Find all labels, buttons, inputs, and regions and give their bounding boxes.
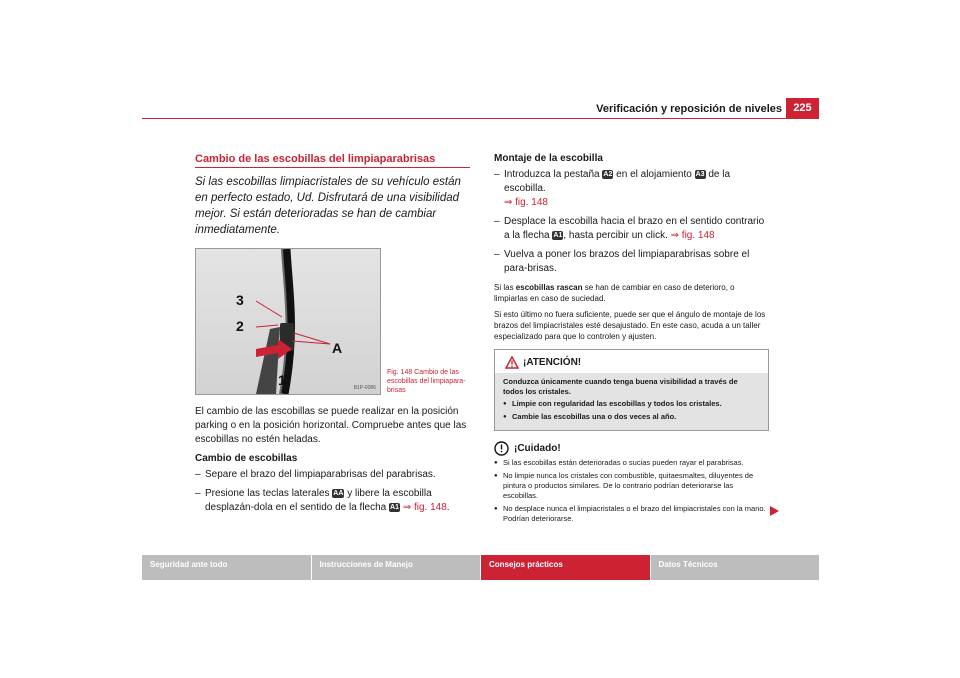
warning-item: ● Limpie con regularidad las escobillas y todos los cristales. bbox=[503, 399, 760, 409]
steps-montaje bbox=[494, 168, 769, 276]
figure-caption: Fig. 148 Cambio de las escobillas del limpiapara-brisas bbox=[386, 369, 466, 394]
caution-item: ● No desplace nunca el limpiacristales o el brazo del limpiacristales con la mano. Podrían deteriorarse. bbox=[494, 504, 769, 524]
badge-a1: A1 bbox=[553, 232, 563, 239]
step-text: Introduzca la pestaña bbox=[504, 169, 603, 180]
step-text: y libere la escobilla desplazán-dola en el sentido de la flecha bbox=[205, 488, 432, 513]
step-text: Desplace la escobilla hacia el brazo en el sentido contrario a la flecha bbox=[504, 216, 765, 241]
warning-body bbox=[495, 373, 768, 430]
step-montaje-1 bbox=[494, 168, 769, 210]
caution-header bbox=[494, 441, 769, 456]
running-header-title: Verificación y reposición de niveles bbox=[596, 103, 782, 115]
warning-triangle-icon bbox=[505, 356, 519, 369]
header-rule bbox=[142, 118, 819, 119]
caution-item: ● Si las escobillas están deterioradas o sucias pueden rayar el parabrisas. bbox=[494, 458, 769, 468]
note-text: se han de cambiar en caso de deterioro, o limpiarlas en caso de suciedad. bbox=[494, 283, 735, 303]
footer-nav bbox=[142, 555, 819, 580]
wiper-arm bbox=[256, 327, 280, 394]
figure-block bbox=[195, 248, 470, 395]
wiper-illustration bbox=[196, 249, 381, 394]
step-text: Vuelva a poner los brazos del limpiaparabrisas sobre el para-brisas. bbox=[504, 249, 750, 274]
step-text: de la escobilla. bbox=[504, 169, 731, 194]
caution-exclamation-icon bbox=[494, 441, 509, 456]
figure-label-2: 2 bbox=[236, 318, 244, 334]
warning-header bbox=[495, 350, 768, 373]
figure-label-a: A bbox=[332, 340, 343, 356]
step-cambio-2 bbox=[195, 487, 470, 515]
subheading-montaje: Montaje de la escobilla bbox=[494, 153, 603, 164]
badge-a3: A3 bbox=[695, 171, 705, 178]
badge-a1: A1 bbox=[390, 504, 399, 511]
footer-tab-datos[interactable]: Datos Técnicos bbox=[651, 555, 820, 580]
section-title: Cambio de las escobillas del limpiaparabrisas bbox=[195, 153, 470, 168]
note-bold: escobillas rascan bbox=[515, 283, 583, 292]
footer-tab-consejos[interactable]: Consejos prácticos bbox=[481, 555, 650, 580]
figure-reference-link[interactable]: ⇒ fig. 148 bbox=[504, 197, 548, 208]
left-column bbox=[195, 153, 470, 521]
footer-tab-instrucciones[interactable]: Instrucciones de Manejo bbox=[312, 555, 481, 580]
warning-list bbox=[503, 399, 760, 422]
step-text: en el alojamiento bbox=[613, 169, 695, 180]
left-paragraph: El cambio de las escobillas se puede realizar en la posición parking o en la posición horizontal. Compruebe antes que las escobillas no estén heladas. bbox=[195, 406, 467, 445]
warning-box bbox=[494, 349, 769, 431]
page-number: 225 bbox=[786, 98, 819, 118]
caution-item: ● No limpie nunca los cristales con combustible, quitaesmaltes, diluyentes de pintura o productos similares. De lo contrario podrían deteriorarse las escobillas. bbox=[494, 471, 769, 501]
step-text: Separe el brazo del limpiaparabrisas del parabrisas. bbox=[205, 469, 436, 480]
warning-title: ¡ATENCIÓN! bbox=[523, 357, 582, 368]
step-montaje-3 bbox=[494, 248, 769, 276]
caution-title: ¡Cuidado! bbox=[514, 443, 561, 454]
note-text: Si las bbox=[494, 283, 516, 292]
next-page-arrow-icon[interactable] bbox=[770, 506, 779, 516]
warning-item: ● Cambie las escobillas una o dos veces al año. bbox=[503, 412, 760, 422]
step-cambio-1 bbox=[195, 468, 470, 482]
step-montaje-2 bbox=[494, 215, 769, 243]
step-text: . bbox=[446, 502, 450, 513]
subheading-cambio: Cambio de escobillas bbox=[195, 453, 298, 464]
warning-intro: Conduzca únicamente cuando tenga buena visibilidad a través de todos los cristales. bbox=[503, 377, 738, 396]
callout-line-2 bbox=[256, 325, 278, 327]
right-column bbox=[494, 153, 769, 527]
step-text: Presione las teclas laterales bbox=[205, 488, 333, 499]
section-intro: Si las escobillas limpiacristales de su vehículo están en perfecto estado, Ud. Disfrutará de una visibilidad mejor. Si están deterioradas se han de cambiar inmediatamente. bbox=[195, 176, 461, 236]
figure-reference-link[interactable]: ⇒ fig. 148 bbox=[670, 230, 715, 241]
note-escobillas-rascan bbox=[494, 282, 769, 304]
step-text: , hasta percibir un click. bbox=[563, 230, 671, 241]
figure-code: B1P-0086 bbox=[353, 385, 376, 391]
figure-label-1: 1 bbox=[278, 372, 286, 388]
footer-tab-seguridad[interactable]: Seguridad ante todo bbox=[142, 555, 311, 580]
figure-label-3: 3 bbox=[236, 292, 244, 308]
note-angulo: Si esto último no fuera suficiente, puede ser que el ángulo de montaje de los brazos del limpiacristales esté desajustado. En este caso, acuda a un taller especializado para que lo controlen y ajusten. bbox=[494, 310, 766, 341]
figure-reference-link[interactable]: ⇒ fig. 148 bbox=[402, 502, 447, 513]
badge-aa: AA bbox=[333, 490, 344, 497]
steps-cambio bbox=[195, 468, 470, 515]
callout-line-3 bbox=[256, 301, 282, 317]
figure-148-illustration bbox=[195, 248, 381, 395]
badge-a2: A2 bbox=[603, 171, 613, 178]
caution-list bbox=[494, 458, 769, 524]
